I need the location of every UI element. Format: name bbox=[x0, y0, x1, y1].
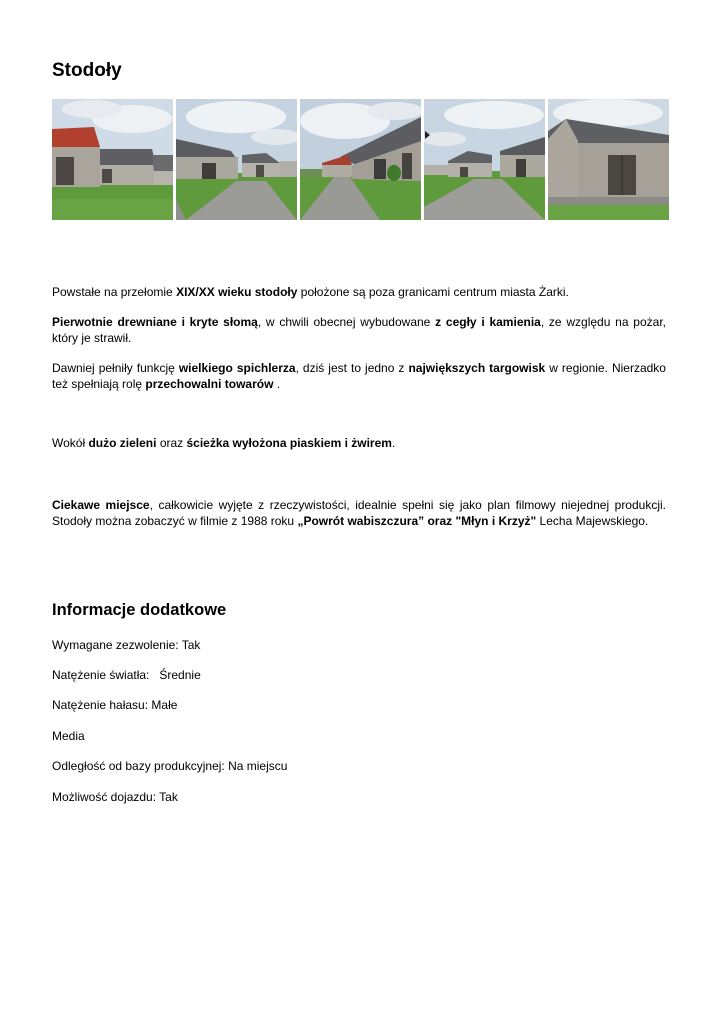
paragraph-function: Dawniej pełniły funkcję wielkiego spichlerza, dziś jest to jedno z największych targowisk w regionie. Nierzadko też spełniają rolę przechowalni towarów . bbox=[52, 361, 666, 391]
info-distance: Odległość od bazy produkcyjnej: Na miejscu bbox=[52, 759, 288, 773]
paragraph-film: Ciekawe miejsce, całkowicie wyjęte z rzeczywistości, idealnie spełni się jako plan filmowy niejednej produkcji. Stodoły można zobaczyć w filmie z 1988 roku „Powrót wabiszczura” oraz "Młyn i Krzyż" Lecha Majewskiego. bbox=[52, 498, 666, 528]
info-permit: Wymagane zezwolenie: Tak bbox=[52, 638, 201, 652]
paragraph-history: Powstałe na przełomie XIX/XX wieku stodoły położone są poza granicami centrum miasta Żarki. bbox=[52, 285, 569, 299]
info-heading: Informacje dodatkowe bbox=[52, 601, 227, 619]
page-title: Stodoły bbox=[52, 60, 122, 81]
barn-photo-5-icon bbox=[548, 99, 669, 220]
barn-photo-2-icon bbox=[176, 99, 297, 220]
gallery-photo-1[interactable] bbox=[52, 99, 173, 220]
paragraph-materials: Pierwotnie drewniane i kryte słomą, w chwili obecnej wybudowane z cegły i kamienia, ze względu na pożar, który je strawił. bbox=[52, 315, 666, 345]
paragraph-surroundings: Wokół dużo zieleni oraz ścieżka wyłożona piaskiem i żwirem. bbox=[52, 436, 396, 450]
photo-gallery bbox=[52, 99, 670, 220]
gallery-photo-2[interactable] bbox=[176, 99, 297, 220]
info-noise: Natężenie hałasu: Małe bbox=[52, 698, 178, 712]
info-access: Możliwość dojazdu: Tak bbox=[52, 790, 178, 804]
gallery-photo-5[interactable] bbox=[548, 99, 669, 220]
barn-photo-3-icon bbox=[300, 99, 421, 220]
play-arrow-icon[interactable] bbox=[425, 131, 430, 139]
gallery-photo-3[interactable] bbox=[300, 99, 421, 220]
barn-photo-1-icon bbox=[52, 99, 173, 220]
info-media: Media bbox=[52, 729, 85, 743]
gallery-photo-4[interactable] bbox=[424, 99, 545, 220]
barn-photo-4-icon bbox=[424, 99, 545, 220]
info-light: Natężenie światła: Średnie bbox=[52, 668, 201, 682]
